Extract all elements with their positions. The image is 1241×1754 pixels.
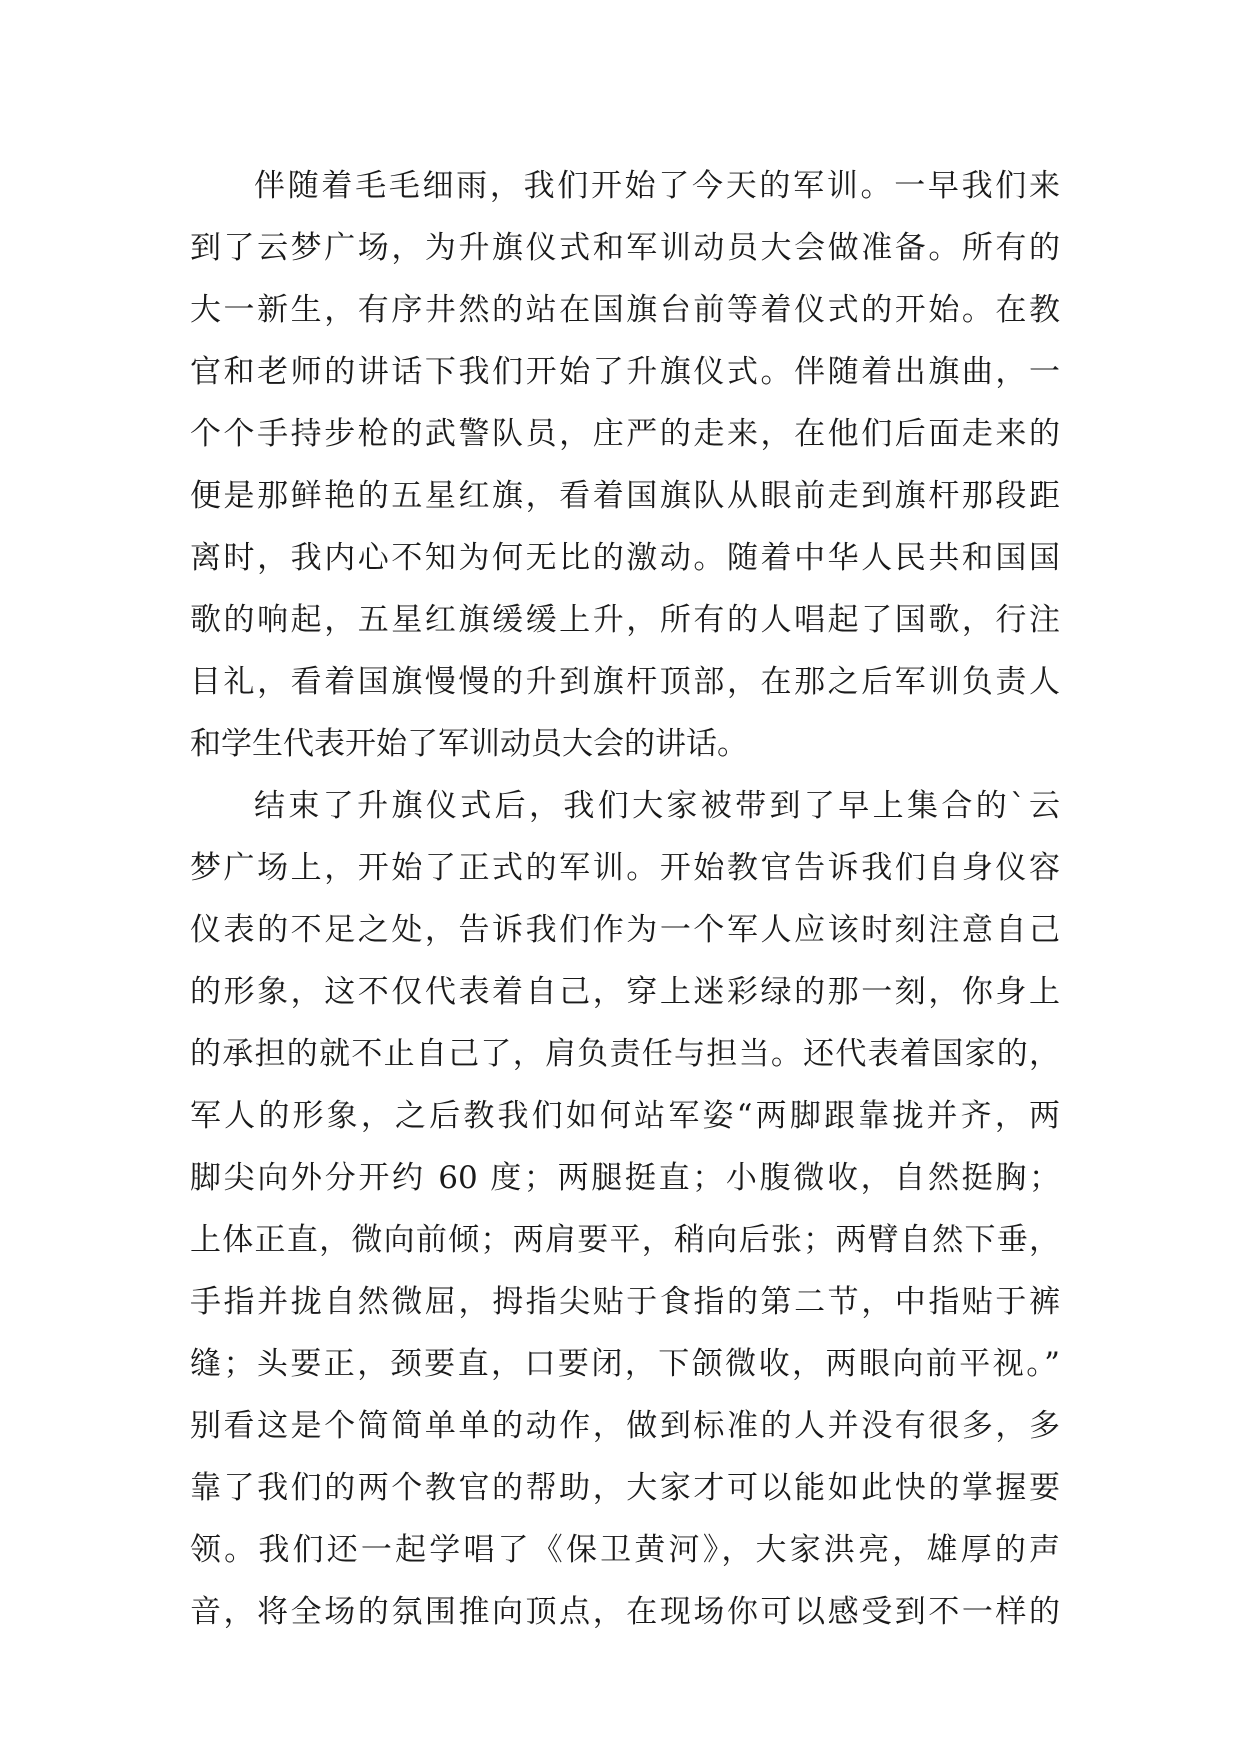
body-text [190, 155, 1060, 1643]
text-line: 的承担的就不止自己了，肩负责任与担当。还代表着国家的， [190, 1036, 1060, 1072]
text-line: 大一新生，有序井然的站在国旗台前等着仪式的开始。在教 [190, 292, 1060, 328]
text-line: 手指并拢自然微屈，拇指尖贴于食指的第二节，中指贴于裤 [190, 1284, 1060, 1320]
paragraph-1 [190, 155, 1060, 775]
text-line: 仪表的不足之处，告诉我们作为一个军人应该时刻注意自己 [190, 912, 1060, 948]
text-line: 到了云梦广场，为升旗仪式和军训动员大会做准备。所有的 [190, 230, 1060, 266]
text-line: 和学生代表开始了军训动员大会的讲话。 [190, 726, 748, 762]
text-line: 目礼，看着国旗慢慢的升到旗杆顶部，在那之后军训负责人 [190, 664, 1060, 700]
text-line: 伴随着毛毛细雨，我们开始了今天的军训。一早我们来 [254, 168, 1060, 204]
text-line: 靠了我们的两个教官的帮助，大家才可以能如此快的掌握要 [190, 1470, 1060, 1506]
text-line: 的形象，这不仅代表着自己，穿上迷彩绿的那一刻，你身上 [190, 974, 1060, 1010]
paragraph-2 [190, 775, 1060, 1643]
text-line: 梦广场上，开始了正式的军训。开始教官告诉我们自身仪容 [190, 850, 1060, 886]
text-line: 离时，我内心不知为何无比的激动。随着中华人民共和国国 [190, 540, 1060, 576]
text-line: 结束了升旗仪式后，我们大家被带到了早上集合的`云 [254, 788, 1060, 824]
text-line: 别看这是个简简单单的动作，做到标准的人并没有很多，多 [190, 1408, 1060, 1444]
text-line: 上体正直，微向前倾；两肩要平，稍向后张；两臂自然下垂， [190, 1222, 1060, 1258]
text-line: 领。我们还一起学唱了《保卫黄河》，大家洪亮，雄厚的声 [190, 1532, 1060, 1568]
text-line: 歌的响起，五星红旗缓缓上升，所有的人唱起了国歌，行注 [190, 602, 1060, 638]
text-line: 便是那鲜艳的五星红旗，看着国旗队从眼前走到旗杆那段距 [190, 478, 1060, 514]
text-line: 个个手持步枪的武警队员，庄严的走来，在他们后面走来的 [190, 416, 1060, 452]
text-line: 音，将全场的氛围推向顶点，在现场你可以感受到不一样的 [190, 1594, 1060, 1630]
text-line: 脚尖向外分开约 60 度；两腿挺直；小腹微收，自然挺胸； [190, 1160, 1060, 1196]
text-line: 缝；头要正，颈要直，口要闭，下颌微收，两眼向前平视。” [190, 1346, 1060, 1382]
text-line: 军人的形象，之后教我们如何站军姿“两脚跟靠拢并齐，两 [190, 1098, 1060, 1134]
text-line: 官和老师的讲话下我们开始了升旗仪式。伴随着出旗曲，一 [190, 354, 1060, 390]
